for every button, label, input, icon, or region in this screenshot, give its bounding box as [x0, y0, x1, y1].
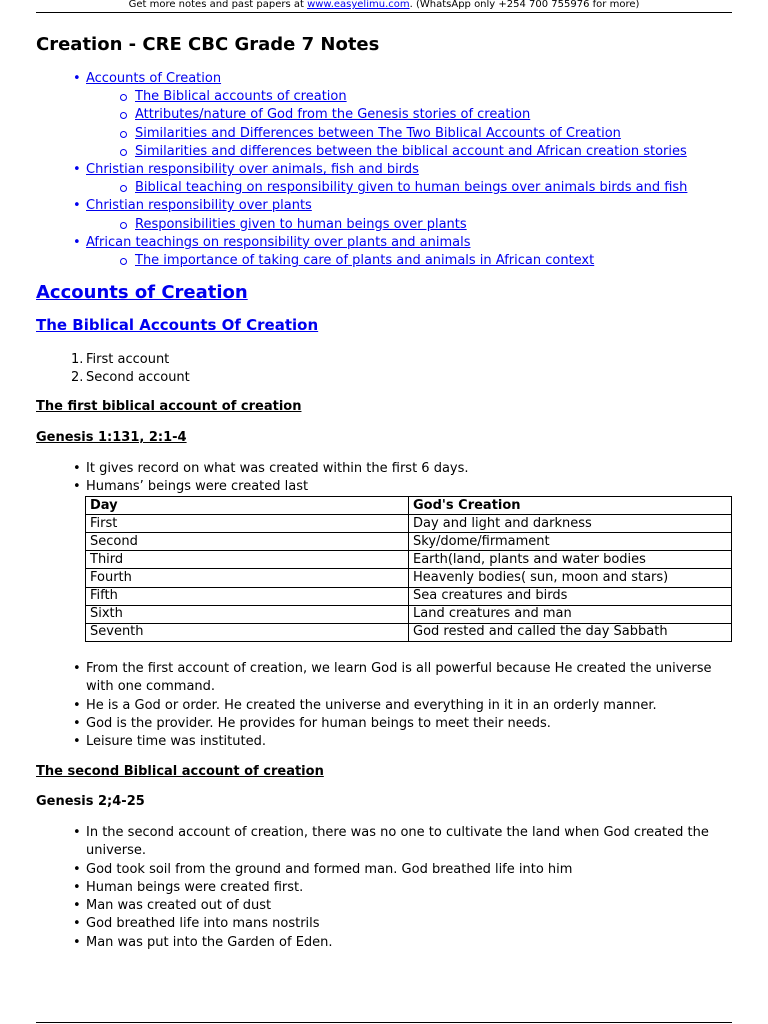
toc-sublist [36, 179, 687, 197]
toc-link-attributes-of-god[interactable]: Attributes/nature of God from the Genesis stories of creation [135, 107, 531, 123]
creation-days-table [85, 496, 732, 642]
toc-link-two-accounts-comparison[interactable]: Similarities and Differences between The Two Biblical Accounts of Creation [135, 125, 621, 141]
toc-item [36, 161, 687, 179]
section-heading[interactable] [36, 282, 248, 303]
list-item: • It gives record on what was created within the first 6 days. [36, 460, 732, 478]
list-number: 2. [71, 370, 84, 386]
subsection-heading[interactable] [36, 316, 318, 334]
toc-link-accounts-of-creation[interactable]: Accounts of Creation [86, 71, 222, 86]
list-item: • God took soil from the ground and formed man. God breathed life into him [36, 861, 732, 879]
table-cell: Day and light and darkness [409, 515, 732, 533]
table-cell: Third [86, 551, 409, 569]
toc-subitem [36, 252, 687, 270]
table-cell: Sky/dome/firmament [409, 533, 732, 551]
list-item: • Humans’ beings were created last [36, 478, 732, 496]
table-row [86, 623, 732, 641]
toc-link-animals-responsibility[interactable]: Christian responsibility over animals, fish and birds [86, 162, 419, 178]
column-header-day: Day [86, 497, 409, 515]
toc-item [36, 234, 687, 252]
toc-link-biblical-teaching-animals[interactable]: Biblical teaching on responsibility given to human beings over animals birds and fish [135, 180, 688, 196]
table-header-row [86, 497, 732, 515]
toc-sublist [36, 216, 687, 234]
list-item: • God is the provider. He provides for human beings to meet their needs. [36, 715, 732, 733]
section-heading-link[interactable]: Accounts of Creation [36, 282, 248, 303]
second-account-heading: The second Biblical account of creation [36, 764, 324, 779]
toc-link-african-teachings[interactable]: African teachings on responsibility over plants and animals [86, 234, 471, 250]
table-cell: God rested and called the day Sabbath [409, 623, 732, 641]
first-account-bullets [36, 460, 732, 497]
table-cell: First [86, 515, 409, 533]
table-row [86, 515, 732, 533]
toc-sublist [36, 252, 687, 270]
column-header-creation: God's Creation [409, 497, 732, 515]
second-account-reference: Genesis 2;4-25 [36, 794, 145, 809]
list-item-text: Second account [86, 370, 190, 386]
table-row [86, 569, 732, 587]
table-row [86, 605, 732, 623]
table-cell: Land creatures and man [409, 605, 732, 623]
first-account-reference: Genesis 1:131, 2:1-4 [36, 430, 187, 445]
list-item: • Man was created out of dust [36, 897, 732, 915]
first-account-lessons [36, 660, 732, 751]
table-cell: Sea creatures and birds [409, 587, 732, 605]
table-row [86, 551, 732, 569]
table-cell: Fifth [86, 587, 409, 605]
list-item: • He is a God or order. He created the universe and everything in it in an orderly manner. [36, 697, 732, 715]
list-item [36, 369, 190, 387]
subsection-heading-link[interactable]: The Biblical Accounts Of Creation [36, 316, 319, 334]
toc-subitem [36, 125, 687, 143]
toc-link-african-comparison[interactable]: Similarities and differences between the biblical account and African creation stories [135, 143, 687, 159]
toc-item [36, 70, 687, 88]
list-item: • From the first account of creation, we learn God is all powerful because He created the universe with one command. [36, 660, 732, 697]
page-title: Creation - CRE CBC Grade 7 Notes [36, 34, 380, 55]
list-item: • Leisure time was instituted. [36, 733, 732, 751]
toc-sublist [36, 88, 687, 161]
table-of-contents [36, 70, 687, 270]
page-header [36, 0, 732, 13]
table-row [86, 533, 732, 551]
table-row [86, 587, 732, 605]
toc-link-responsibilities-plants[interactable]: Responsibilities given to human beings over plants [135, 216, 467, 232]
accounts-list [36, 351, 190, 387]
list-item: • God breathed life into mans nostrils [36, 915, 732, 933]
list-number: 1. [71, 352, 84, 367]
list-item [36, 351, 190, 369]
list-item: • Human beings were created first. [36, 879, 732, 897]
header-site-link[interactable]: www.easyelimu.com [307, 0, 410, 10]
toc-item [36, 197, 687, 215]
footer-divider [36, 1022, 732, 1023]
table-cell: Second [86, 533, 409, 551]
list-item-text: First account [86, 352, 170, 367]
table-cell: Earth(land, plants and water bodies [409, 551, 732, 569]
header-text: Get more notes and past papers at [128, 0, 308, 10]
second-account-bullets [36, 824, 732, 952]
table-cell: Fourth [86, 569, 409, 587]
list-item: • Man was put into the Garden of Eden. [36, 934, 732, 952]
toc-link-importance-care[interactable]: The importance of taking care of plants and animals in African context [135, 253, 595, 269]
toc-subitem [36, 216, 687, 234]
toc-link-plants-responsibility[interactable]: Christian responsibility over plants [86, 198, 312, 214]
table-cell: Seventh [86, 623, 409, 641]
table-cell: Heavenly bodies( sun, moon and stars) [409, 569, 732, 587]
toc-subitem [36, 143, 687, 161]
toc-subitem [36, 179, 687, 197]
table-cell: Sixth [86, 605, 409, 623]
list-item: • In the second account of creation, there was no one to cultivate the land when God created the universe. [36, 824, 732, 861]
header-contact-text: . (WhatsApp only +254 700 755976 for more) [409, 0, 640, 10]
first-account-heading: The first biblical account of creation [36, 399, 302, 414]
toc-link-biblical-accounts[interactable]: The Biblical accounts of creation [135, 89, 347, 105]
toc-subitem [36, 88, 687, 106]
toc-subitem [36, 106, 687, 124]
